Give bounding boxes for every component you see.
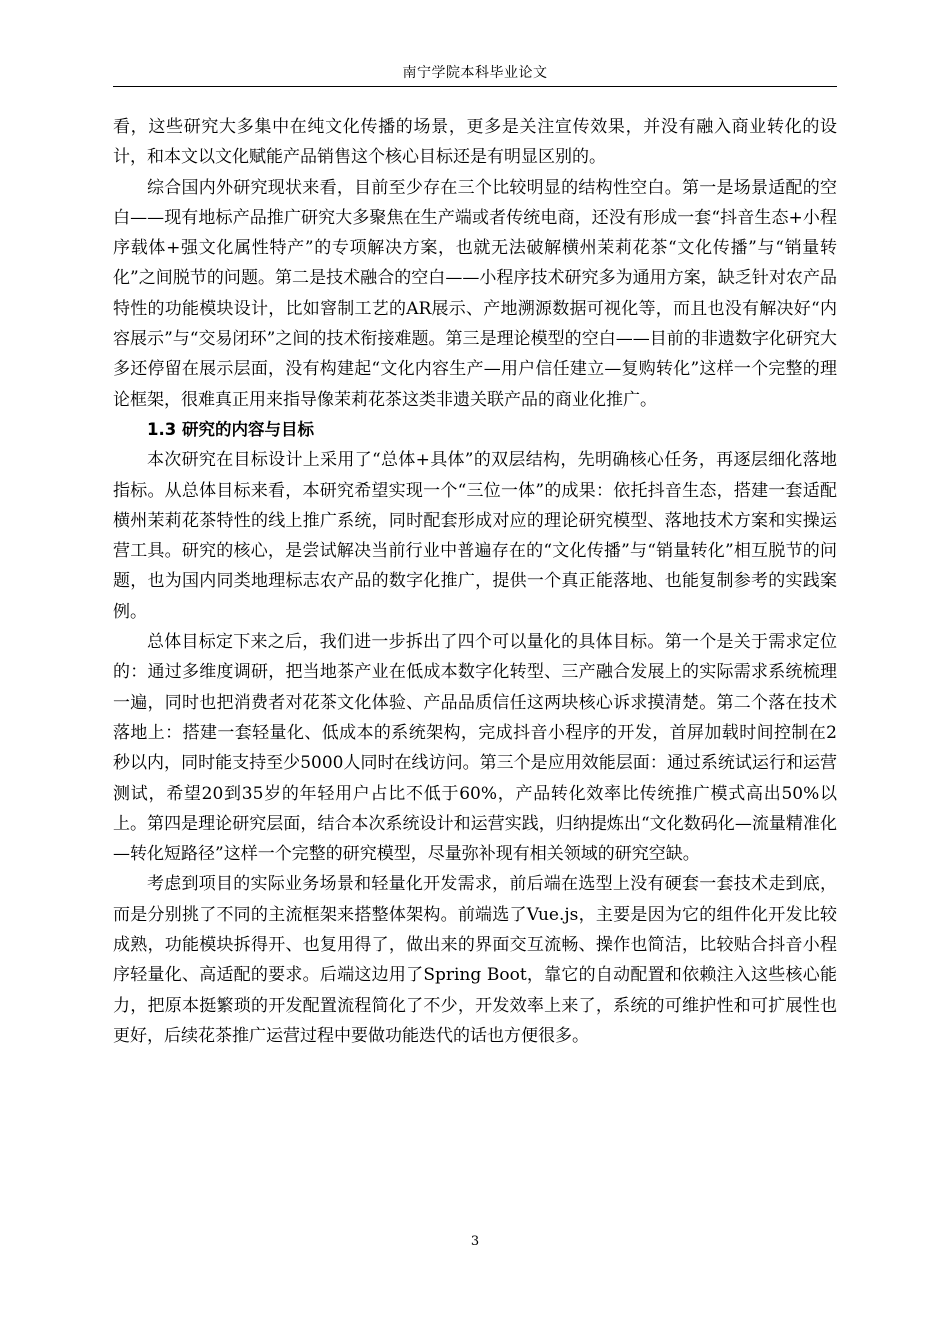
paragraph-tech-stack: 考虑到项目的实际业务场景和轻量化开发需求，前后端在选型上没有硬套一套技术走到底，而是分别挑了不同的主流框架来搭整体架构。前端选了Vue.js，主要是因为它的组件化开发比较成熟，功能模块拆得开、也复用得了，做出来的界面交互流畅、操作也简洁，比较贴合抖音小程序轻量化、高适配的要求。后端这边用了Spring Boot，靠它的自动配置和依赖注入这些核心能力，把原本挺繁琐的开发配置流程简化了不少，开发效率上来了，系统的可维护性和可扩展性也更好，后续花茶推广运营过程中要做功能迭代的话也方便很多。 [113, 874, 837, 1046]
page-number: 3 [470, 1234, 480, 1249]
body-text [113, 112, 837, 1051]
section-heading: 1.3 研究的内容与目标 [147, 419, 314, 439]
running-header: 南宁学院本科毕业论文 [402, 65, 548, 81]
paragraph-overall-goal: 本次研究在目标设计上采用了“总体+具体”的双层结构，先明确核心任务，再逐层细化落地指标。从总体目标来看，本研究希望实现一个“三位一体”的成果：依托抖音生态，搭建一套适配横州茉莉花茶特性的线上推广系统，同时配套形成对应的理论研究模型、落地技术方案和实操运营工具。研究的核心，是尝试解决当前行业中普遍存在的“文化传播”与“销量转化”相互脱节的问题，也为国内同类地理标志农产品的数字化推广，提供一个真正能落地、也能复制参考的实践案例。 [113, 450, 837, 622]
paragraph-continuation: 看，这些研究大多集中在纯文化传播的场景，更多是关注宣传效果，并没有融入商业转化的设计，和本文以文化赋能产品销售这个核心目标还是有明显区别的。 [113, 117, 837, 168]
paragraph-research-gaps: 综合国内外研究现状来看，目前至少存在三个比较明显的结构性空白。第一是场景适配的空白——现有地标产品推广研究大多聚焦在生产端或者传统电商，还没有形成一套“抖音生态+小程序载体+强文化属性特产”的专项解决方案，也就无法破解横州茉莉花茶“文化传播”与“销量转化”之间脱节的问题。第二是技术融合的空白——小程序技术研究多为通用方案，缺乏针对农产品特性的功能模块设计，比如窨制工艺的AR展示、产地溯源数据可视化等，而且也没有解决好“内容展示”与“交易闭环”之间的技术衔接难题。第三是理论模型的空白——目前的非遗数字化研究大多还停留在展示层面，没有构建起“文化内容生产—用户信任建立—复购转化”这样一个完整的理论框架，很难真正用来指导像茉莉花茶这类非遗关联产品的商业化推广。 [113, 177, 837, 410]
header-rule [113, 86, 837, 87]
paragraph-specific-goals: 总体目标定下来之后，我们进一步拆出了四个可以量化的具体目标。第一个是关于需求定位的：通过多维度调研，把当地茶产业在低成本数字化转型、三产融合发展上的实际需求系统梳理一遍，同时也把消费者对花茶文化体验、产品品质信任这两块核心诉求摸清楚。第二个落在技术落地上：搭建一套轻量化、低成本的系统架构，完成抖音小程序的开发，首屏加载时间控制在2秒以内，同时能支持至少5000人同时在线访问。第三个是应用效能层面：通过系统试运行和运营测试，希望20到35岁的年轻用户占比不低于60%，产品转化效率比传统推广模式高出50%以上。第四是理论研究层面，结合本次系统设计和运营实践，归纳提炼出“文化数码化—流量精准化—转化短路径”这样一个完整的研究模型，尽量弥补现有相关领域的研究空缺。 [113, 632, 837, 865]
